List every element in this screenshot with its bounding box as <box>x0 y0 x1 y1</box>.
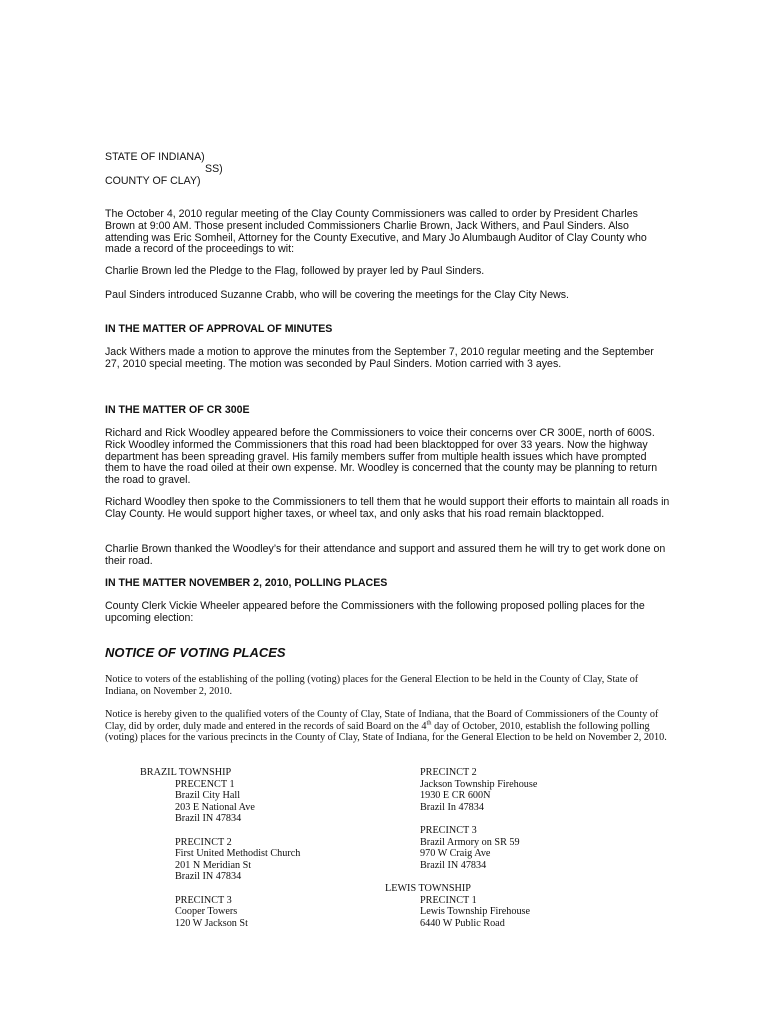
notice-body-text-a: Notice is hereby given to the qualified voters of the County of Clay, State of Indiana, that the Board of Commissioners of the County of Clay, did by order, duly made and entered in the records of said Board on the 4 <box>105 709 659 732</box>
heading-approval-of-minutes: IN THE MATTER OF APPROVAL OF MINUTES <box>105 323 333 335</box>
thanks-paragraph: Charlie Brown thanked the Woodley’s for their attendance and support and assured them he will try to get work done on their road. <box>105 543 666 567</box>
location-line: Lewis Township Firehouse <box>420 906 531 918</box>
location-line: Brazil Armory on SR 59 <box>420 836 520 848</box>
location-line: 970 W Craig Ave <box>420 848 491 860</box>
polling-right-column <box>385 767 537 929</box>
location-line: Jackson Township Firehouse <box>420 778 538 790</box>
intro-paragraph: The October 4, 2010 regular meeting of the Clay County Commissioners was called to order by President Charles Brown at 9:00 AM. Those present included Commissioners Charlie Brown, Jack Withers, and Paul Sinders. Also attending was Eric Somheil, Attorney for the County Executive, and Mary Jo Alumbaugh Auditor of Clay County who made a record of the proceedings to wit: <box>105 208 647 256</box>
woodley-support-paragraph: Richard Woodley then spoke to the Commissioners to tell them that he would support their efforts to maintain all roads in Clay County. He would support higher taxes, or wheel tax, and only asks that his road remain blacktopped. <box>105 496 670 520</box>
location-line: 120 W Jackson St <box>175 917 248 929</box>
location-line: Brazil In 47834 <box>420 801 484 813</box>
township-brazil: BRAZIL TOWNSHIP <box>140 767 232 778</box>
introduction-paragraph: Paul Sinders introduced Suzanne Crabb, who will be covering the meetings for the Clay City News. <box>105 289 570 301</box>
precinct-block <box>385 825 537 871</box>
precinct-block <box>140 837 300 883</box>
location-line: 203 E National Ave <box>175 801 255 813</box>
notice-intro-paragraph: Notice to voters of the establishing of the polling (voting) places for the General Election to be held in the County of Clay, State of Indiana, on November 2, 2010. <box>105 674 639 697</box>
precinct-block <box>140 895 300 930</box>
precinct-name: PRECINCT 2 <box>420 767 477 778</box>
pledge-paragraph: Charlie Brown led the Pledge to the Flag, followed by prayer led by Paul Sinders. <box>105 265 485 277</box>
precinct-block <box>385 895 537 930</box>
county-line: COUNTY OF CLAY) <box>105 175 201 187</box>
ss-line: SS) <box>205 163 223 175</box>
woodley-concerns-paragraph: Richard and Rick Woodley appeared before the Commissioners to voice their concerns over CR 300E, north of 600S. Rick Woodley informed the Commissioners that this road had been blacktopped for over 33 years. Now the highway department has been spreading gravel. His family members suffer from multiple health issues which have prompted them to have the road oiled at their own expense. Mr. Woodley is concerned that the county may be planning to return the road to gravel. <box>105 427 658 487</box>
ordinal-suffix: th <box>426 719 432 727</box>
precinct-name: PRECINCT 3 <box>420 824 477 836</box>
location-line: Brazil IN 47834 <box>175 871 242 883</box>
precinct-name: PRECINCT 2 <box>175 836 232 848</box>
location-line: Brazil IN 47834 <box>420 859 487 871</box>
location-line: Cooper Towers <box>175 906 238 918</box>
location-line: 6440 W Public Road <box>420 917 505 929</box>
location-line: 1930 E CR 600N <box>420 790 491 802</box>
precinct-block <box>385 767 537 813</box>
notice-body-text-b: day of October, 2010, establish the following polling (voting) places for the various precincts in the County of Clay, State of Indiana, for the General Election to be held on November 2, 2010. <box>105 720 667 744</box>
precinct-name: PRECINCT 1 <box>420 894 477 906</box>
state-line: STATE OF INDIANA) <box>105 151 205 163</box>
precinct-name: PRECENCT 1 <box>175 778 235 790</box>
location-line: Brazil City Hall <box>175 790 241 802</box>
polling-left-column <box>140 767 300 929</box>
precinct-block <box>140 779 300 825</box>
minutes-paragraph: Jack Withers made a motion to approve the minutes from the September 7, 2010 regular meeting and the September 27, 2010 special meeting. The motion was seconded by Paul Sinders. Motion carried with 3 ayes. <box>105 346 654 370</box>
notice-body-paragraph <box>105 709 670 744</box>
location-line: 201 N Meridian St <box>175 859 252 871</box>
notice-title: NOTICE OF VOTING PLACES <box>105 645 286 660</box>
location-line: Brazil IN 47834 <box>175 813 242 825</box>
precinct-name: PRECINCT 3 <box>175 894 232 906</box>
location-line: First United Methodist Church <box>175 848 301 860</box>
clerk-paragraph: County Clerk Vickie Wheeler appeared before the Commissioners with the following proposed polling places for the upcoming election: <box>105 600 645 624</box>
heading-polling-places: IN THE MATTER NOVEMBER 2, 2010, POLLING PLACES <box>105 577 388 589</box>
township-lewis: LEWIS TOWNSHIP <box>385 882 471 894</box>
heading-cr-300e: IN THE MATTER OF CR 300E <box>105 404 250 416</box>
